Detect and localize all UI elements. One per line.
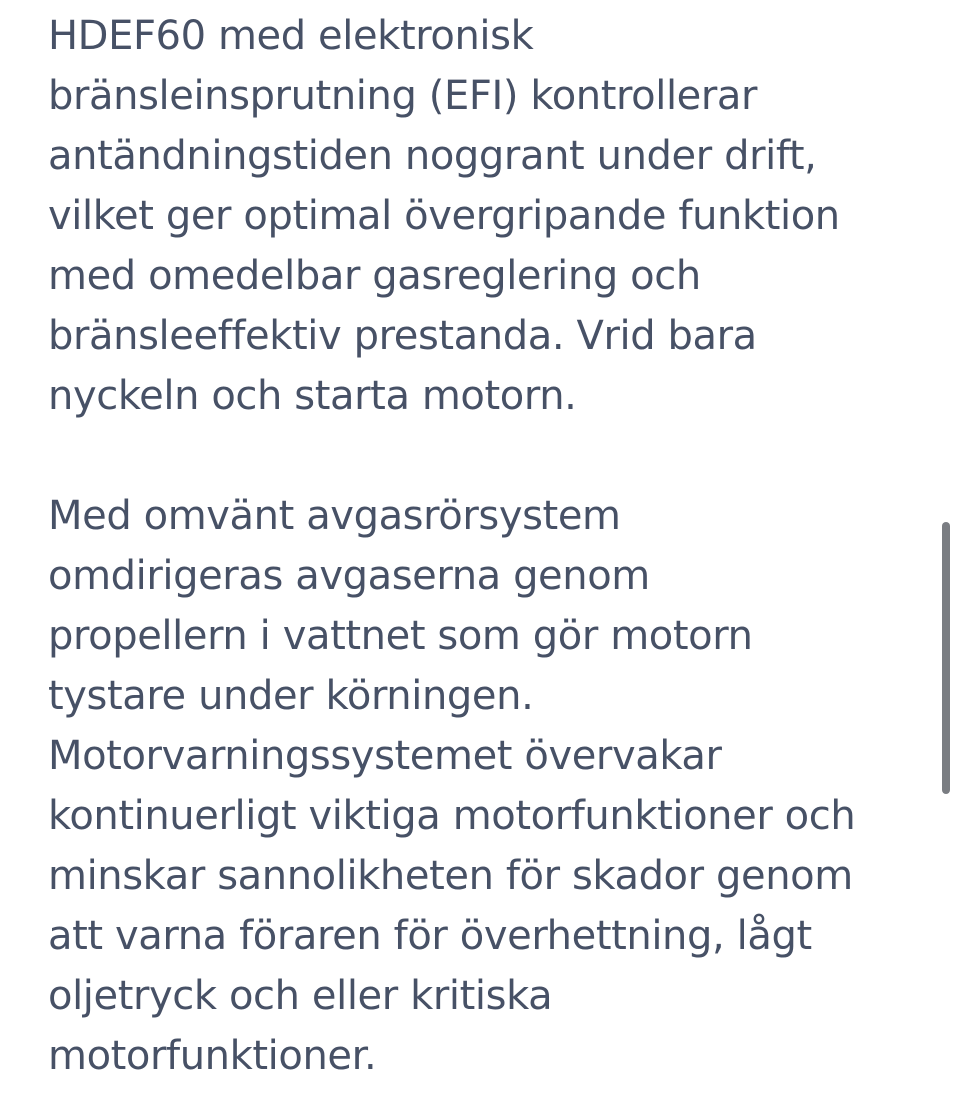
text-line: nyckeln och starta motorn. <box>48 373 577 419</box>
text-line: motorfunktioner. <box>48 1033 377 1079</box>
text-line: Med omvänt avgasrörsystem <box>48 493 621 539</box>
text-line: tystare under körningen. <box>48 673 534 719</box>
text-line: att varna föraren för överhettning, lågt <box>48 913 812 959</box>
text-line: kontinuerligt viktiga motorfunktioner och <box>48 793 856 839</box>
scrollbar-thumb[interactable] <box>942 522 950 794</box>
text-line: antändningstiden noggrant under drift, <box>48 133 817 179</box>
text-line: omdirigeras avgaserna genom <box>48 553 650 599</box>
paragraph-efi <box>48 6 918 426</box>
text-line: minskar sannolikheten för skador genom <box>48 853 853 899</box>
text-line: HDEF60 med elektronisk <box>48 13 534 59</box>
text-line: oljetryck och eller kritiska <box>48 973 553 1019</box>
text-line: propellern i vattnet som gör motorn <box>48 613 753 659</box>
text-line: Motorvarningssystemet övervakar <box>48 733 722 779</box>
article-content <box>48 6 918 1086</box>
text-line: bränsleinsprutning (EFI) kontrollerar <box>48 73 758 119</box>
paragraph-exhaust <box>48 486 918 1086</box>
text-line: bränsleeffektiv prestanda. Vrid bara <box>48 313 757 359</box>
text-line: vilket ger optimal övergripande funktion <box>48 193 840 239</box>
text-line: med omedelbar gasreglering och <box>48 253 701 299</box>
